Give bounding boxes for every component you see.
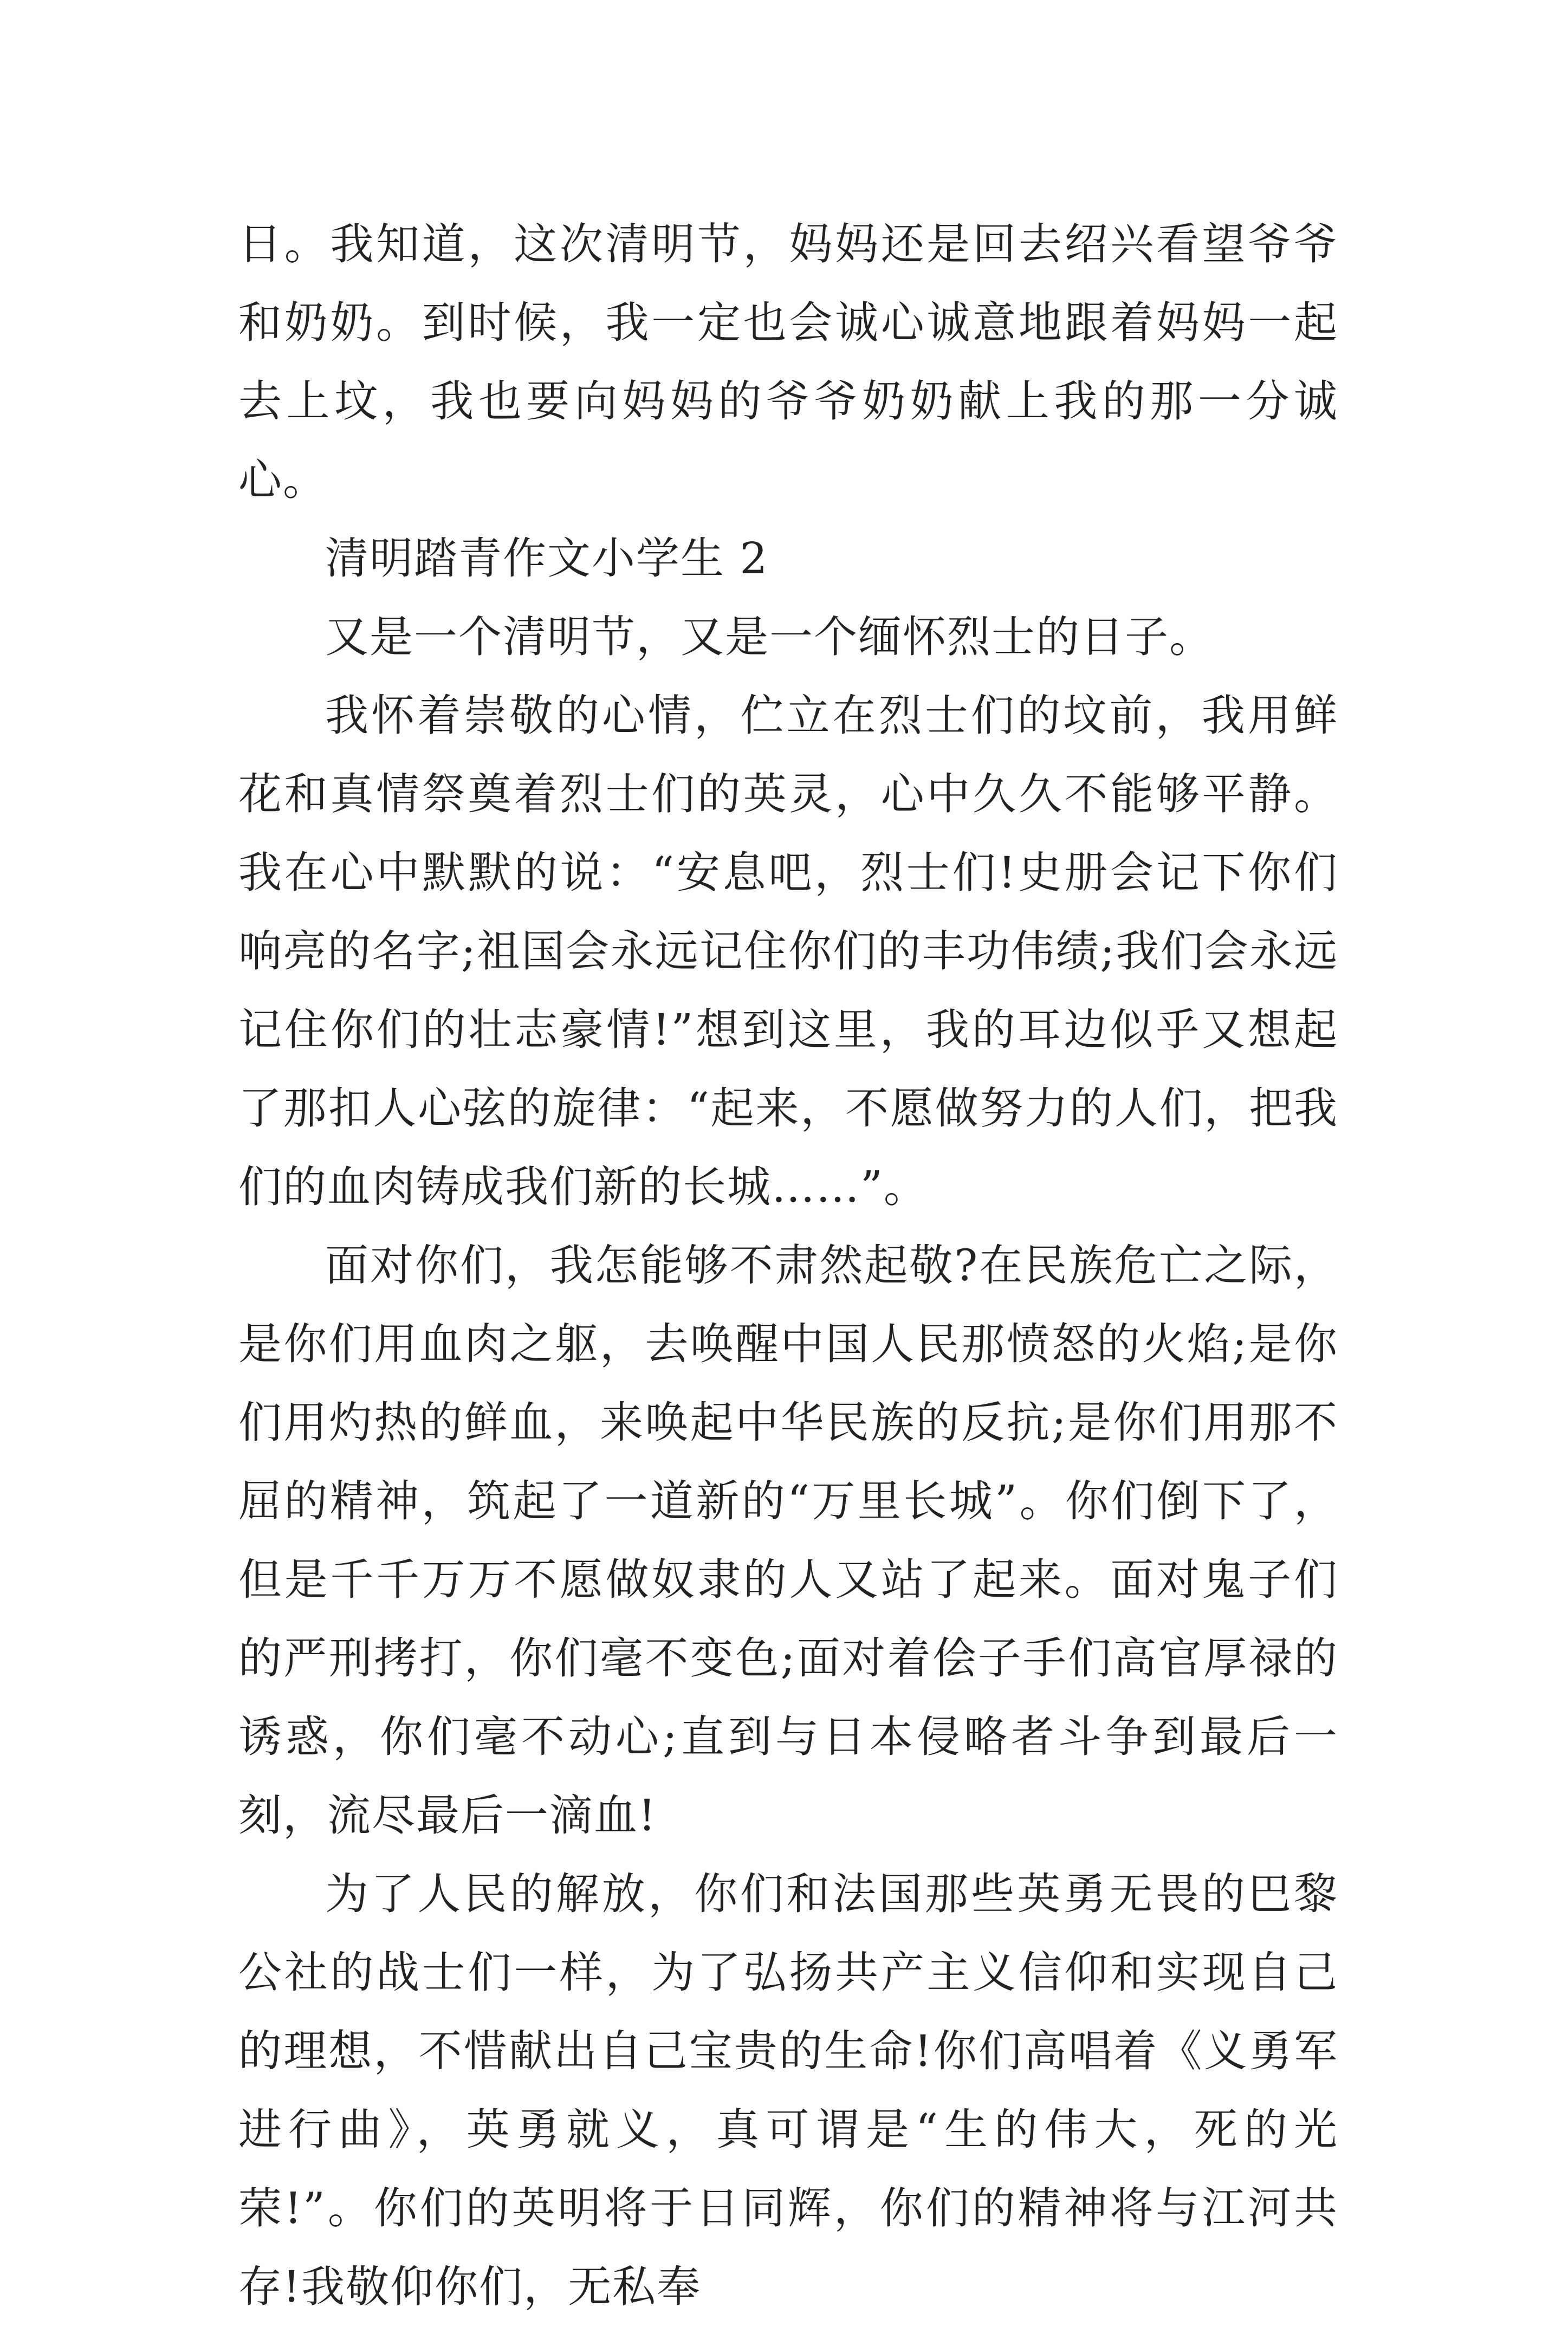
- paragraph: 我怀着崇敬的心情，伫立在烈士们的坟前，我用鲜花和真情祭奠着烈士们的英灵，心中久久不能够平静。我在心中默默的说：“安息吧，烈士们!史册会记下你们响亮的名字;祖国会永远记住你们的丰功伟绩;我们会永远记住你们的壮志豪情!”想到这里，我的耳边似乎又想起了那扣人心弦的旋律：“起来，不愿做努力的人们，把我们的血肉铸成我们新的长城……”。: [238, 690, 1338, 1212]
- paragraph: 面对你们，我怎能够不肃然起敬?在民族危亡之际，是你们用血肉之躯，去唤醒中国人民那愤怒的火焰;是你们用灼热的鲜血，来唤起中华民族的反抗;是你们用那不屈的精神，筑起了一道新的“万里长城”。你们倒下了，但是千千万万不愿做奴隶的人又站了起来。面对鬼子们的严刑拷打，你们毫不变色;面对着侩子手们高官厚禄的诱惑，你们毫不动心;直到与日本侵略者斗争到最后一刻，流尽最后一滴血!: [238, 1240, 1338, 1841]
- paragraph: 为了人民的解放，你们和法国那些英勇无畏的巴黎公社的战士们一样，为了弘扬共产主义信仰和实现自己的理想，不惜献出自己宝贵的生命!你们高唱着《义勇军进行曲》，英勇就义，真可谓是“生的伟大，死的光荣!”。你们的英明将于日同辉，你们的精神将与江河共存!我敬仰你们，无私奉: [238, 1869, 1338, 2312]
- paragraph-continuation: 日。我知道，这次清明节，妈妈还是回去绍兴看望爷爷和奶奶。到时候，我一定也会诚心诚意地跟着妈妈一起去上坟，我也要向妈妈的爷爷奶奶献上我的那一分诚心。: [238, 219, 1338, 505]
- document-body: [238, 205, 1338, 2326]
- section-title: 清明踏青作文小学生 2: [325, 533, 769, 584]
- paragraph: 又是一个清明节，又是一个缅怀烈士的日子。: [325, 612, 1214, 662]
